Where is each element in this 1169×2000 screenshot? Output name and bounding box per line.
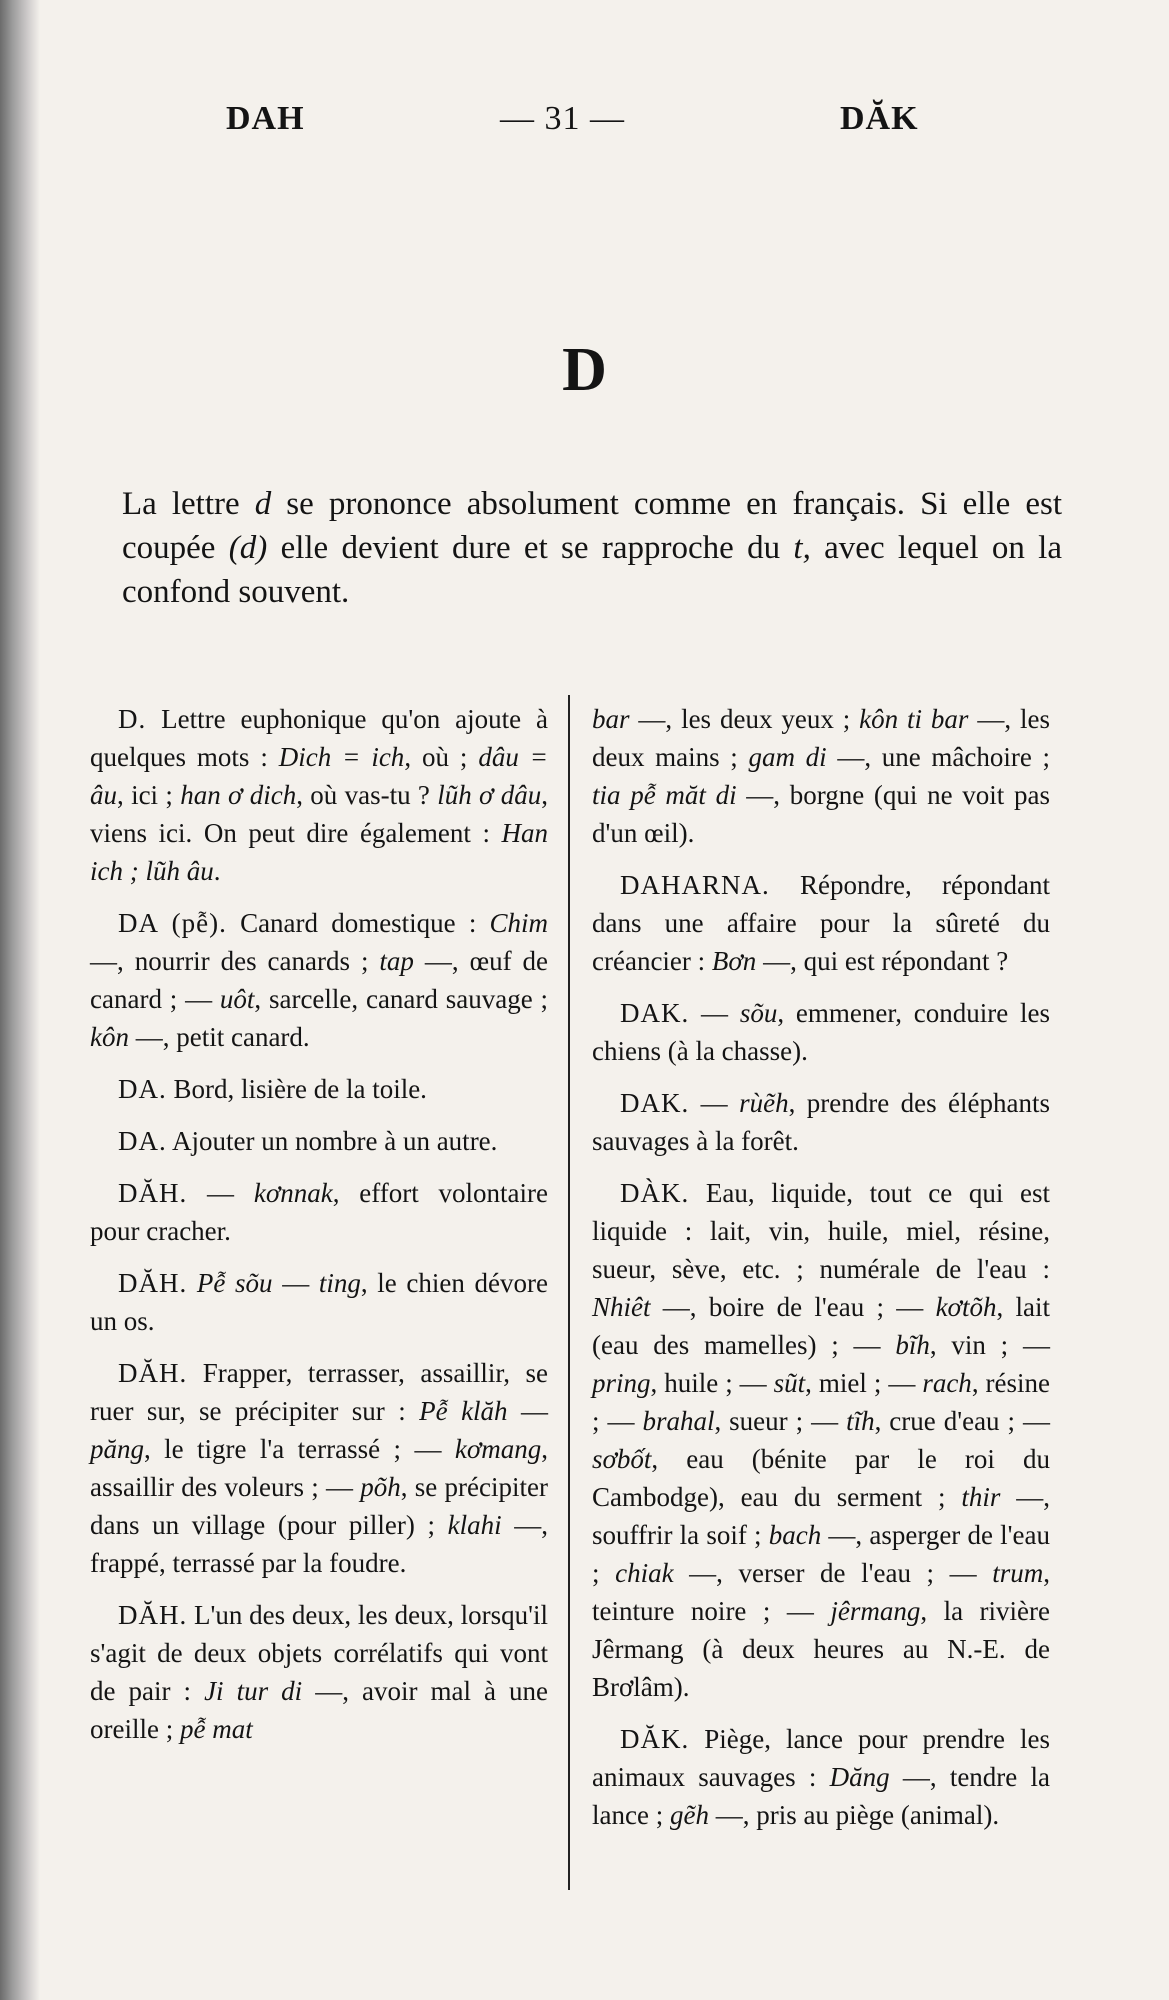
text-segment: , lait (eau des mamelles) ; — [592, 1292, 1050, 1360]
vernacular-term: Pễ sõu [196, 1268, 273, 1298]
right-column [592, 700, 1050, 1848]
text-segment: — [701, 998, 740, 1028]
text-segment: —, pris au piège (animal). [708, 1800, 1000, 1830]
vernacular-term: dâu = âu [90, 742, 548, 810]
text-segment: —, petit canard. [128, 1022, 310, 1052]
dictionary-entry [592, 700, 1050, 852]
text-segment: L'un des deux, les deux, lorsqu'il s'agit de deux objets corrélatifs qui vont de pair : [90, 1600, 548, 1706]
vernacular-term: tap [379, 946, 414, 976]
vernacular-term: sơbốt [592, 1444, 652, 1474]
vernacular-term: ting [318, 1268, 361, 1298]
text-segment: , où ; [404, 742, 479, 772]
text-segment: , vin ; — [929, 1330, 1050, 1360]
text-segment: Répondre, répondant dans une affaire pour la sûreté du créancier : [592, 870, 1050, 976]
vernacular-term: Chim [489, 908, 549, 938]
entry-headword: DĂH. [118, 1268, 188, 1298]
entry-headword: DA. [118, 1126, 167, 1156]
text-segment: Canard domestique : [240, 908, 490, 938]
vernacular-term: gẽh [669, 1800, 709, 1830]
vernacular-term: Dăng [829, 1762, 890, 1792]
vernacular-term: klahi [447, 1510, 502, 1540]
dictionary-entry [592, 1084, 1050, 1160]
text-segment: , effort volontaire pour cracher. [90, 1178, 549, 1246]
dictionary-entry [90, 1354, 548, 1582]
text-segment: —, asperger de l'eau ; [592, 1520, 1050, 1588]
dictionary-entry [90, 700, 548, 890]
text-segment: —, tendre la lance ; [592, 1762, 1050, 1830]
dictionary-entry [90, 1122, 548, 1160]
text-segment: Lettre euphonique qu'on ajoute à quelques mots : [90, 704, 548, 772]
intro-paragraph [122, 482, 1062, 614]
vernacular-term: uôt [219, 984, 255, 1014]
text-segment: — [700, 1088, 740, 1118]
text-segment: —, les deux yeux ; [629, 704, 860, 734]
text-segment: , miel ; — [805, 1368, 923, 1398]
text-segment: . [213, 856, 221, 886]
entry-headword: DĂK. [620, 1724, 690, 1754]
vernacular-term: lũh ơ dâu [437, 780, 542, 810]
dictionary-entry [592, 1174, 1050, 1706]
text-segment: , prendre des éléphants sauvages à la forêt. [592, 1088, 1051, 1156]
vernacular-term: rach [922, 1368, 972, 1398]
text-segment: , assaillir des voleurs ; — [90, 1434, 548, 1502]
vernacular-term: kơnnak [253, 1178, 333, 1208]
vernacular-term: kôn ti bar [859, 704, 969, 734]
vernacular-term: Dich = ich [278, 742, 405, 772]
text-segment: La lettre [122, 486, 255, 522]
vernacular-term: kơmang [454, 1434, 542, 1464]
running-head-left: DAH [226, 100, 305, 137]
vernacular-term: gam di [748, 742, 827, 772]
text-segment: , viens ici. On peut dire également : [90, 780, 548, 848]
text-segment: —, frappé, terrassé par la foudre. [90, 1510, 549, 1578]
vernacular-term: tĩh [846, 1406, 875, 1436]
vernacular-term: d [254, 486, 272, 522]
section-letter: D [562, 336, 607, 404]
text-segment: — [207, 1178, 254, 1208]
entry-headword: DA (pễ). [118, 908, 227, 938]
text-segment: Piège, lance pour prendre les animaux sauvages : [592, 1724, 1051, 1792]
text-segment: Frapper, terrasser, assaillir, se ruer sur, se précipiter sur : [90, 1358, 548, 1426]
vernacular-term: pring [592, 1368, 651, 1398]
dictionary-entry [90, 1174, 548, 1250]
text-segment: , crue d'eau ; — [874, 1406, 1050, 1436]
vernacular-term: pễ mat [179, 1714, 253, 1744]
dictionary-entry [592, 866, 1050, 980]
text-segment: —, œuf de canard ; — [90, 946, 548, 1014]
text-segment: —, les deux mains ; [592, 704, 1050, 772]
vernacular-term: brahal [642, 1406, 715, 1436]
text-segment: , la rivière Jêrmang (à deux heures au N.-E. de Brơlâm). [592, 1596, 1050, 1702]
dictionary-entry [90, 1264, 548, 1340]
text-segment: , sueur ; — [714, 1406, 847, 1436]
vernacular-term: păng [90, 1434, 144, 1464]
dictionary-entry [90, 1070, 548, 1108]
dictionary-entry [90, 904, 548, 1056]
text-segment: avec lequel on la confond souvent. [122, 530, 1063, 610]
vernacular-term: trum [992, 1558, 1044, 1588]
running-head-right: DĂK [840, 100, 919, 137]
text-segment: —, verser de l'eau ; — [673, 1558, 993, 1588]
text-segment: —, boire de l'eau ; — [650, 1292, 936, 1322]
text-segment: , se précipiter dans un village (pour piller) ; [90, 1472, 548, 1540]
vernacular-term: sõu [739, 998, 778, 1028]
text-segment: , résine ; — [592, 1368, 1051, 1436]
vernacular-term: chiak [615, 1558, 674, 1588]
entry-headword: DĂH. [118, 1600, 188, 1630]
vernacular-term: Han ich ; lũh âu [90, 818, 548, 886]
text-segment: , sarcelle, canard sauvage ; [254, 984, 548, 1014]
text-segment: , le chien dévore un os. [90, 1268, 549, 1336]
text-segment: —, avoir mal à une oreille ; [90, 1676, 549, 1744]
text-segment: —, qui est répondant ? [756, 946, 1009, 976]
vernacular-term: põh [360, 1472, 401, 1502]
text-segment: elle devient dure et se rapproche du [267, 530, 794, 566]
vernacular-term: Nhiêt [592, 1292, 651, 1322]
book-gutter-shadow [0, 0, 40, 2000]
vernacular-term: Pễ klăh [419, 1396, 508, 1426]
entry-headword: DAK. [620, 1088, 690, 1118]
vernacular-term: jêrmang [830, 1596, 921, 1626]
dictionary-entry [592, 994, 1050, 1070]
entry-headword: DÀK. [620, 1178, 690, 1208]
text-segment: , eau (bénite par le roi du Cambodge), eau du serment ; [592, 1444, 1050, 1512]
text-segment: — [507, 1396, 548, 1426]
vernacular-term: bĩh [895, 1330, 930, 1360]
left-column [90, 700, 548, 1762]
entry-headword: DAHARNA. [620, 870, 770, 900]
vernacular-term: rùẽh [739, 1088, 789, 1118]
text-segment: , ici ; [117, 780, 181, 810]
text-segment: — [272, 1268, 319, 1298]
text-segment: , teinture noire ; — [592, 1558, 1050, 1626]
vernacular-term: tia pễ măt di [592, 780, 737, 810]
text-segment: Bord, lisière de la toile. [173, 1074, 427, 1104]
vernacular-term: t, [793, 530, 811, 566]
text-segment: —, une mâchoire ; [826, 742, 1051, 772]
text-segment: Eau, liquide, tout ce qui est liquide : lait, vin, huile, miel, résine, sueur, sève, etc. ; numérale de l'eau : [592, 1178, 1050, 1284]
text-segment: —, souffrir la soif ; [592, 1482, 1050, 1550]
dictionary-entry [592, 1720, 1050, 1834]
text-segment: , huile ; — [650, 1368, 774, 1398]
text-segment: , où vas-tu ? [296, 780, 438, 810]
vernacular-term: sũt [773, 1368, 806, 1398]
entry-headword: DAK. [620, 998, 690, 1028]
text-segment: , emmener, conduire les chiens (à la chasse). [592, 998, 1050, 1066]
vernacular-term: thir [961, 1482, 1001, 1512]
page-number: — 31 — [500, 100, 625, 137]
entry-headword: DĂH. [118, 1358, 188, 1388]
text-segment: Ajouter un nombre à un autre. [172, 1126, 498, 1156]
vernacular-term: bach [768, 1520, 822, 1550]
vernacular-term: Bơn [711, 946, 757, 976]
vernacular-term: (d) [228, 530, 268, 566]
vernacular-term: Ji tur di [204, 1676, 303, 1706]
vernacular-term: kôn [90, 1022, 129, 1052]
vernacular-term: kơtõh [935, 1292, 997, 1322]
dictionary-entry [90, 1596, 548, 1748]
vernacular-term: han ơ dich [180, 780, 297, 810]
vernacular-term: bar [592, 704, 630, 734]
entry-headword: DA. [118, 1074, 167, 1104]
column-divider [568, 695, 570, 1890]
text-segment: , le tigre l'a terrassé ; — [144, 1434, 455, 1464]
text-segment: se prononce absolument comme en français. Si elle est coupée [122, 486, 1063, 566]
text-segment: —, borgne (qui ne voit pas d'un œil). [592, 780, 1050, 848]
entry-headword: D. [118, 704, 147, 734]
entry-headword: DĂH. [118, 1178, 188, 1208]
text-segment: —, nourrir des canards ; [90, 946, 380, 976]
